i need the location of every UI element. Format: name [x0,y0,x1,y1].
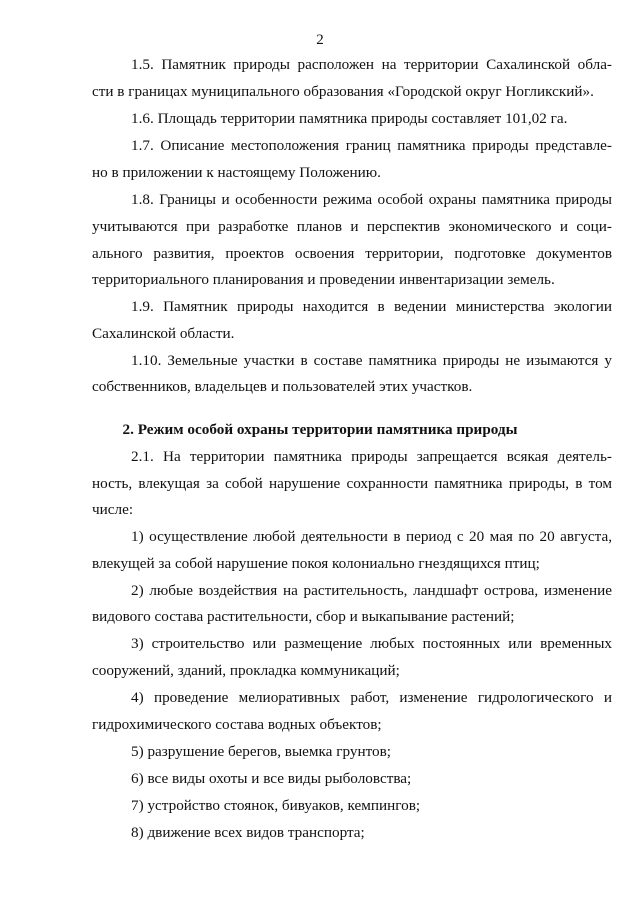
text-line: сти в границах муниципального образования «Городской округ Ногликский». [92,83,594,100]
section-heading: 2. Режим особой охраны территории памятника природы [122,421,518,438]
text-line: 1.5. Памятник природы расположен на территории Сахалинской обла- [131,56,612,73]
text-line: территориального планирования и проведении инвентаризации земель. [92,271,555,288]
text-line: но в приложении к настоящему Положению. [92,164,381,181]
list-item-line: влекущей за собой нарушение покоя колониально гнездящихся птиц; [92,555,540,572]
text-line: 1.7. Описание местоположения границ памятника природы представле- [131,137,612,154]
text-line: 2.1. На территории памятника природы запрещается всякая деятель- [131,448,612,465]
text-line: учитываются при разработке планов и перспектив экономического и соци- [92,218,612,235]
list-item-line: видового состава растительности, сбор и выкапывание растений; [92,608,515,625]
list-item-line: 3) строительство или размещение любых постоянных или временных [131,635,612,652]
text-line: ность, влекущая за собой нарушение сохранности памятника природы, в том [92,475,612,492]
text-line: 1.10. Земельные участки в составе памятника природы не изымаются у [131,352,612,369]
list-item-line: 8) движение всех видов транспорта; [131,824,365,841]
text-line: ального развития, проектов освоения территории, подготовке документов [92,245,612,262]
text-line: 1.8. Границы и особенности режима особой охраны памятника природы [131,191,612,208]
list-item-line: 4) проведение мелиоративных работ, изменение гидрологического и [131,689,612,706]
text-line: собственников, владельцев и пользователей этих участков. [92,378,473,395]
text-line: 1.9. Памятник природы находится в ведении министерства экологии [131,298,612,315]
page-number: 2 [316,32,324,48]
text-line: Сахалинской области. [92,325,235,342]
list-item-line: 2) любые воздействия на растительность, ландшафт острова, изменение [131,582,612,599]
list-item-line: 1) осуществление любой деятельности в период с 20 мая по 20 августа, [131,528,612,545]
list-item-line: 5) разрушение берегов, выемка грунтов; [131,743,391,760]
text-line: числе: [92,501,134,518]
list-item-line: 7) устройство стоянок, бивуаков, кемпингов; [131,797,421,814]
list-item-line: 6) все виды охоты и все виды рыболовства; [131,770,412,787]
list-item-line: гидрохимического состава водных объектов; [92,716,382,733]
text-line: 1.6. Площадь территории памятника природы составляет 101,02 га. [131,110,568,127]
list-item-line: сооружений, зданий, прокладка коммуникаций; [92,662,400,679]
